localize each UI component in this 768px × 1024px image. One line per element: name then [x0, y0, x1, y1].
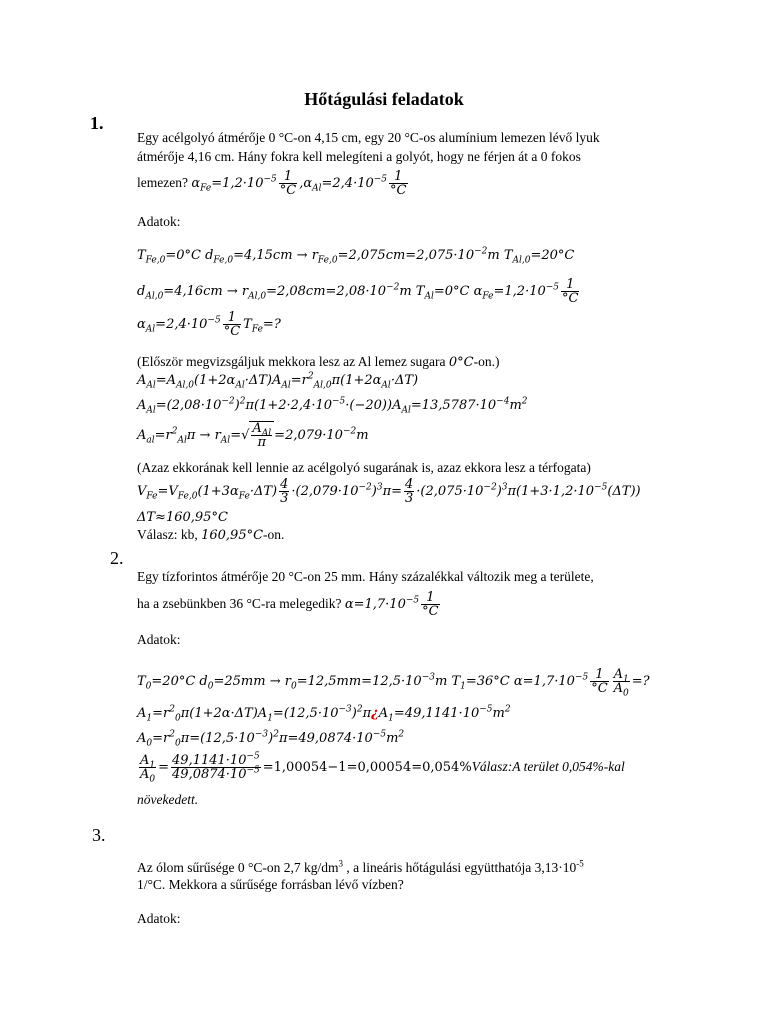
problem-2-text-line2: ha a zsebünkben 36 °C-ra melegedik? $\alpha=1,7\cdot 10^{-5}$ $\frac{1}{^\circ C}$	[137, 590, 439, 619]
p1-answer: Válasz: kb, 160,95°C-on.	[137, 527, 285, 543]
p1-formula-7: $V_{Fe}=V_{Fe,0}(1+3\alpha_{Fe}\cdot\Delta T)$ $\frac{4}{3}$ $\cdot(2,079\cdot 10^{-2})^3\pi=$ $\frac{4}{3}$ $\cdot(2,075\cdot 10^{-2})^3\pi(1+3\cdot 1,2\cdot 10^{-5}(\Delta T))$	[137, 477, 641, 506]
problem-1-adatok: Adatok:	[137, 214, 181, 229]
problem-2-number: 2.	[110, 548, 124, 568]
problem-2-adatok: Adatok:	[137, 632, 181, 647]
page-title: Hőtágulási feladatok	[304, 89, 464, 109]
p2-answer-line2: növekedett.	[137, 792, 199, 807]
p1-formula-4: $A_{Al}=A_{Al,0}(1+2\alpha_{Al}\cdot\Delta T)A_{Al}=r^2_{Al,0}\pi(1+2\alpha_{Al}\cdot\Delta T)$	[137, 371, 419, 391]
problem-3-number: 3.	[92, 825, 106, 845]
p1-formula-3: $\alpha_{Al}=2,4\cdot 10^{-5}$ $\frac{1}{^\circ C}$ $T_{Fe}=$?	[137, 310, 281, 339]
problem-1-number: 1.	[90, 113, 104, 133]
p2-formula-2: $A_1=r^2_0\pi(1+2\alpha\cdot\Delta T)A_1=(12,5\cdot 10^{-3})^2\pi¿A_1=49,1141\cdot 10^{-5}m^2$	[137, 704, 511, 724]
problem-3-adatok: Adatok:	[137, 911, 181, 926]
p2-formula-3: $A_0=r^2_0\pi=(12,5\cdot 10^{-3})^2\pi=49,0874\cdot 10^{-5}m^2$	[137, 729, 405, 749]
p1-note-1: (Először megvizsgáljuk mekkora lesz az Al lemez sugara 0°C-on.)	[137, 354, 500, 370]
problem-3-text-line1: Az ólom sűrűsége 0 °C-on 2,7 $kg/dm^3$ , a lineáris hőtágulási együtthatója $3,13\cdot 10^{-5}$	[137, 858, 584, 875]
p1-formula-6: $A_{al}=r^2_{Al}\pi \to r_{Al}=√$ $\frac{A_{Al}}{\pi}$ $=2,079\cdot 10^{-2}m$	[137, 421, 369, 450]
p1-formula-1: $T_{Fe,0}=0^\circ C$ $d_{Fe,0}=4,15cm \to r_{Fe,0}=2,075cm=2,075\cdot 10^{-2}m$ $T_{Al,0}=20^\circ C$	[137, 246, 575, 266]
p1-note-2: (Azaz ekkorának kell lennie az acélgolyó sugarának is, azaz ekkora lesz a térfogata)	[137, 460, 591, 475]
p1-formula-2: $d_{Al,0}=4,16cm \to r_{Al,0}=2,08cm=2,08\cdot 10^{-2}m$ $T_{Al}=0^\circ C$ $\alpha_{Fe}=1,2\cdot 10^{-5}$ $\frac{1}{^\circ C}$	[137, 277, 579, 306]
problem-3-text-line2: 1/°C. Mekkora a sűrűsége forrásban lévő vízben?	[137, 877, 404, 892]
problem-1-text-line3: lemezen? $\alpha_{Fe}=1,2\cdot 10^{-5}$ $\frac{1}{^\circ C}$ $,\alpha_{Al}=2,4\cdot 10^{-5}$ $\frac{1}{^\circ C}$	[137, 169, 407, 198]
p2-formula-1: $T_0=20^\circ C$ $d_0=25mm \to r_0=12,5mm=12,5\cdot 10^{-3}m$ $T_1=36^\circ C$ $\alpha=1,7\cdot 10^{-5}$ $\frac{1}{^\circ C}$ $\frac{A_1}{A_0}$ =?	[137, 667, 650, 699]
problem-2-text-line1: Egy tízforintos átmérője 20 °C-on 25 mm. Hány százalékkal változik meg a területe,	[137, 569, 594, 584]
problem-1-text-line1: Egy acélgolyó átmérője 0 °C-on 4,15 cm, egy 20 °C-os alumínium lemezen lévő lyuk	[137, 130, 600, 145]
p1-formula-5: $A_{Al}=(2,08\cdot 10^{-2})^2\pi(1+2\cdot 2,4\cdot 10^{-5}\cdot(-20))A_{Al}=13,5787\cdot 10^{-4}m^2$	[137, 396, 528, 416]
problem-1-text-line2: átmérője 4,16 cm. Hány fokra kell melegíteni a golyót, hogy ne férjen át a 0 fokos	[137, 149, 581, 164]
p2-formula-4: $\frac{A_1}{A_0}$ = $\frac{49,1141\cdot 10^{-5}}{49,0874\cdot 10^{-5}}$ =1,00054−1=0,00054=0,054%Válasz:A terület 0,054%-kal	[140, 751, 625, 785]
p1-formula-8: ΔT≈160,95°C	[137, 510, 228, 525]
